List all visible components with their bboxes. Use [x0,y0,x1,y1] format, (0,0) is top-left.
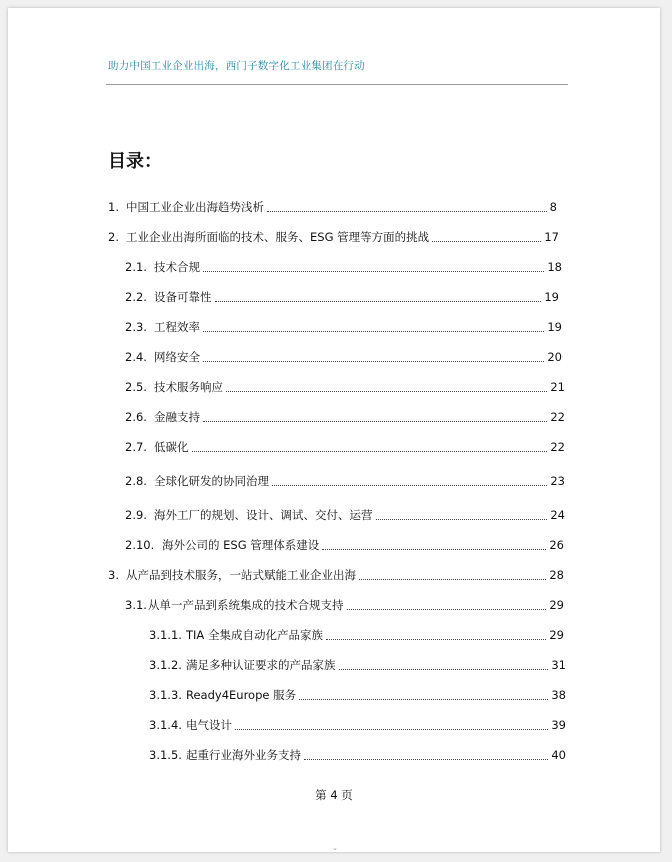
toc-leader-dots [304,746,548,760]
toc-entry[interactable] [125,507,565,523]
toc-entry[interactable] [149,687,566,703]
scroll-indicator-icon: ⌄ [332,844,338,852]
toc-entry-label: 满足多种认证要求的产品家族 [186,658,336,672]
toc-leader-dots [339,656,549,670]
toc-entry[interactable] [125,597,564,613]
toc-entry-number: 1. [108,200,119,214]
toc-title: 目录： [108,151,162,172]
toc-entry-page: 20 [547,350,562,364]
toc-entry[interactable] [108,567,564,583]
toc-leader-dots [203,318,544,332]
header-divider [106,84,568,85]
toc-leader-dots [322,536,546,550]
toc-entry-label: 金融支持 [154,410,200,424]
toc-leader-dots [267,198,547,212]
toc-entry-page: 38 [551,688,566,702]
toc-entry-number: 2.9. [125,508,147,522]
toc-entry-label: 技术合规 [154,260,200,274]
toc-leader-dots [376,506,548,520]
toc-entry-label: 技术服务响应 [154,380,223,394]
toc-entry-page: 29 [549,628,564,642]
toc-entry-page: 28 [549,568,564,582]
toc-entry-page: 19 [544,290,559,304]
toc-entry-number: 2.2. [125,290,147,304]
toc-entry-label: 从产品到技术服务，一站式赋能工业企业出海 [126,568,356,582]
toc-entry-label: 工业企业出海所面临的技术、服务、ESG 管理等方面的挑战 [126,230,430,244]
toc-entry-label: 海外工厂的规划、设计、调试、交付、运营 [154,508,373,522]
toc-leader-dots [235,716,548,730]
toc-entry-label: 从单一产品到系统集成的技术合规支持 [148,598,344,612]
toc-entry[interactable] [125,379,565,395]
toc-leader-dots [215,288,542,302]
toc-entry-page: 19 [547,320,562,334]
toc-entry-page: 24 [550,508,565,522]
toc-entry[interactable] [125,473,565,489]
toc-entry[interactable] [125,289,559,305]
toc-entry-page: 29 [549,598,564,612]
toc-entry-label: 全球化研发的协同治理 [154,474,269,488]
toc-entry-label: 工程效率 [154,320,200,334]
toc-entry-page: 18 [547,260,562,274]
toc-entry[interactable] [125,409,565,425]
toc-entry-page: 31 [551,658,566,672]
toc-entry-label: TIA 全集成自动化产品家族 [186,628,323,642]
toc-entry-label: Ready4Europe 服务 [186,688,297,702]
toc-entry-label: 低碳化 [154,440,189,454]
toc-entry-label: 海外公司的 ESG 管理体系建设 [162,538,320,552]
toc-entry-page: 22 [550,440,565,454]
toc-entry-page: 21 [550,380,565,394]
toc-entry-number: 2.10. [125,538,155,552]
document-page [8,8,660,852]
toc-entry-number: 2.3. [125,320,147,334]
toc-leader-dots [272,472,547,486]
toc-entry[interactable] [108,199,557,215]
toc-leader-dots [326,626,546,640]
toc-entry[interactable] [125,537,564,553]
toc-entry-number: 2.1. [125,260,147,274]
toc-leader-dots [299,686,548,700]
toc-entry[interactable] [149,657,566,673]
toc-entry-number: 3.1.4. [149,718,182,732]
toc-entry[interactable] [125,349,562,365]
toc-entry-number: 3.1.1. [149,628,182,642]
toc-entry-page: 22 [550,410,565,424]
toc-entry[interactable] [149,627,564,643]
toc-entry-number: 2.8. [125,474,147,488]
toc-entry[interactable] [149,717,566,733]
toc-entry-number: 2.6. [125,410,147,424]
toc-entry-number: 2. [108,230,119,244]
toc-entry-label: 起重行业海外业务支持 [186,748,301,762]
toc-entry-page: 39 [551,718,566,732]
toc-leader-dots [203,408,547,422]
toc-entry-number: 3.1.2. [149,658,182,672]
toc-leader-dots [203,348,544,362]
toc-entry[interactable] [125,319,562,335]
toc-entry[interactable] [125,259,562,275]
toc-entry[interactable] [125,439,565,455]
toc-leader-dots [226,378,547,392]
toc-leader-dots [359,566,546,580]
toc-entry-number: 3.1. [125,598,147,612]
toc-entry-label: 网络安全 [154,350,200,364]
toc-leader-dots [347,596,547,610]
toc-leader-dots [203,258,544,272]
toc-entry-number: 3.1.5. [149,748,182,762]
toc-entry-page: 8 [549,200,557,214]
toc-entry-number: 2.7. [125,440,147,454]
toc-entry-number: 2.4. [125,350,147,364]
toc-entry-number: 3.1.3. [149,688,182,702]
toc-entry-page: 40 [551,748,566,762]
toc-entry-label: 电气设计 [186,718,232,732]
toc-entry-page: 17 [544,230,559,244]
toc-entry[interactable] [149,747,566,763]
toc-entry-page: 26 [549,538,564,552]
toc-entry-label: 设备可靠性 [154,290,212,304]
page-number-footer: 第 4 页 [315,788,353,802]
toc-entry-number: 3. [108,568,119,582]
toc-entry-page: 23 [550,474,565,488]
toc-entry[interactable] [108,229,559,245]
toc-leader-dots [192,438,548,452]
toc-leader-dots [432,228,541,242]
toc-entry-label: 中国工业企业出海趋势浅析 [126,200,264,214]
page-header: 助力中国工业企业出海，西门子数字化工业集团在行动 [108,60,365,72]
toc-entry-number: 2.5. [125,380,147,394]
